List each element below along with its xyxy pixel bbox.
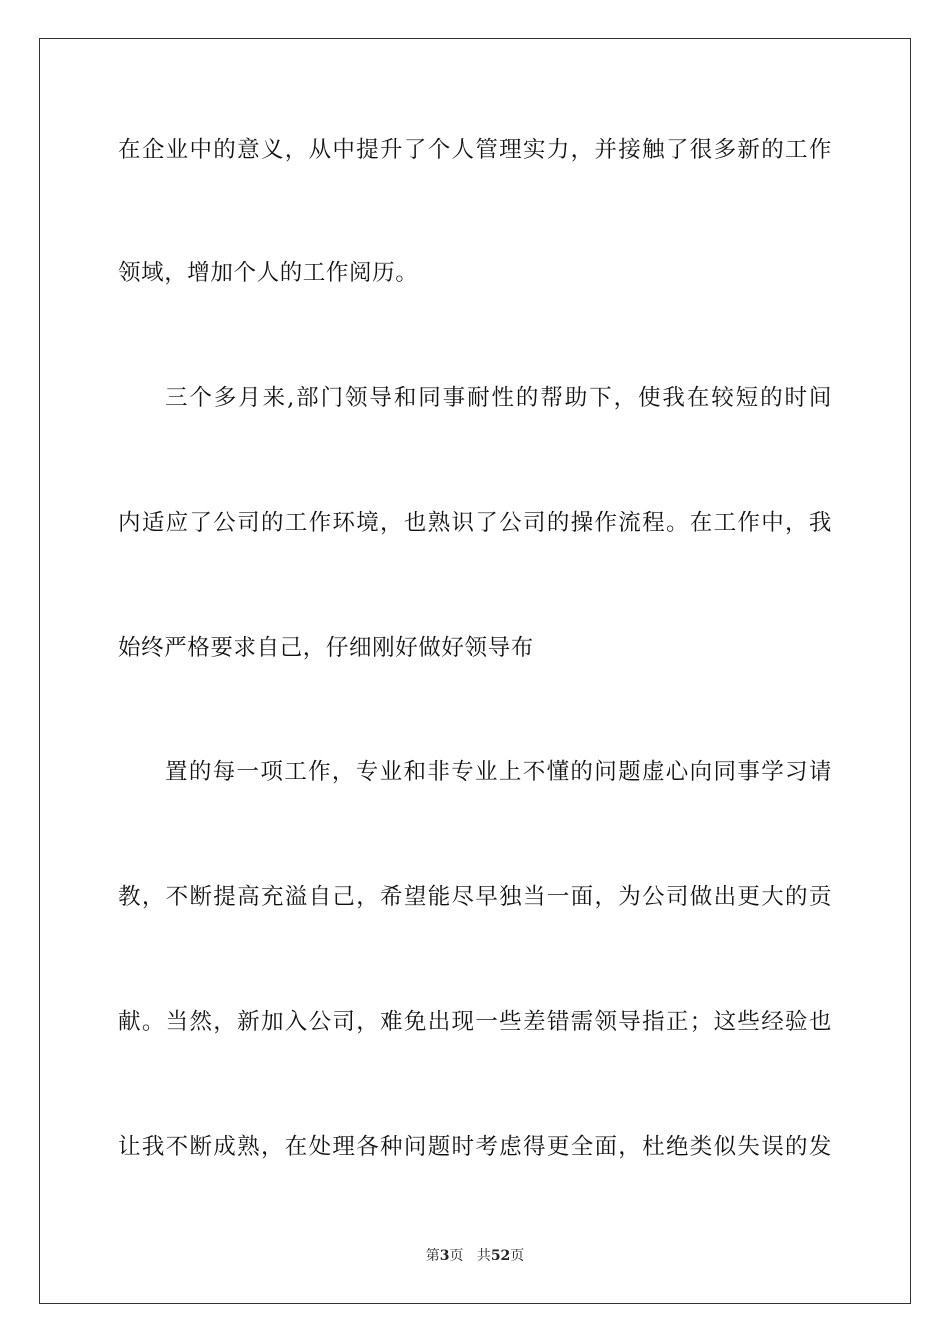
footer-total-pages: 52 — [490, 1248, 511, 1264]
footer-page-unit: 页 — [449, 1248, 464, 1264]
body-line-8: 献。当然，新加入公司，难免出现一些差错需领导指正；这些经验也 — [118, 1009, 832, 1035]
body-line-7: 教，不断提高充溢自己，希望能尽早独当一面，为公司做出更大的贡 — [118, 884, 832, 910]
body-line-4: 内适应了公司的工作环境，也熟识了公司的操作流程。在工作中，我 — [118, 510, 832, 536]
footer-total-unit: 页 — [510, 1248, 525, 1264]
body-line-5: 始终严格要求自己，仔细刚好做好领导布 — [118, 635, 534, 661]
body-line-3: 三个多月来,部门领导和同事耐性的帮助下，使我在较短的时间 — [165, 385, 832, 411]
body-line-2: 领域，增加个人的工作阅历。 — [118, 260, 419, 286]
footer-total-prefix: 共 — [476, 1248, 491, 1264]
body-line-9: 让我不断成熟，在处理各种问题时考虑得更全面，杜绝类似失误的发 — [118, 1134, 832, 1160]
page-footer — [0, 1246, 950, 1266]
footer-current-page: 3 — [439, 1248, 450, 1264]
body-line-6: 置的每一项工作，专业和非专业上不懂的问题虚心向同事学习请 — [165, 759, 832, 785]
body-line-1: 在企业中的意义，从中提升了个人管理实力，并接触了很多新的工作 — [118, 137, 832, 163]
footer-prefix: 第 — [425, 1248, 440, 1264]
page-frame — [39, 38, 911, 1304]
